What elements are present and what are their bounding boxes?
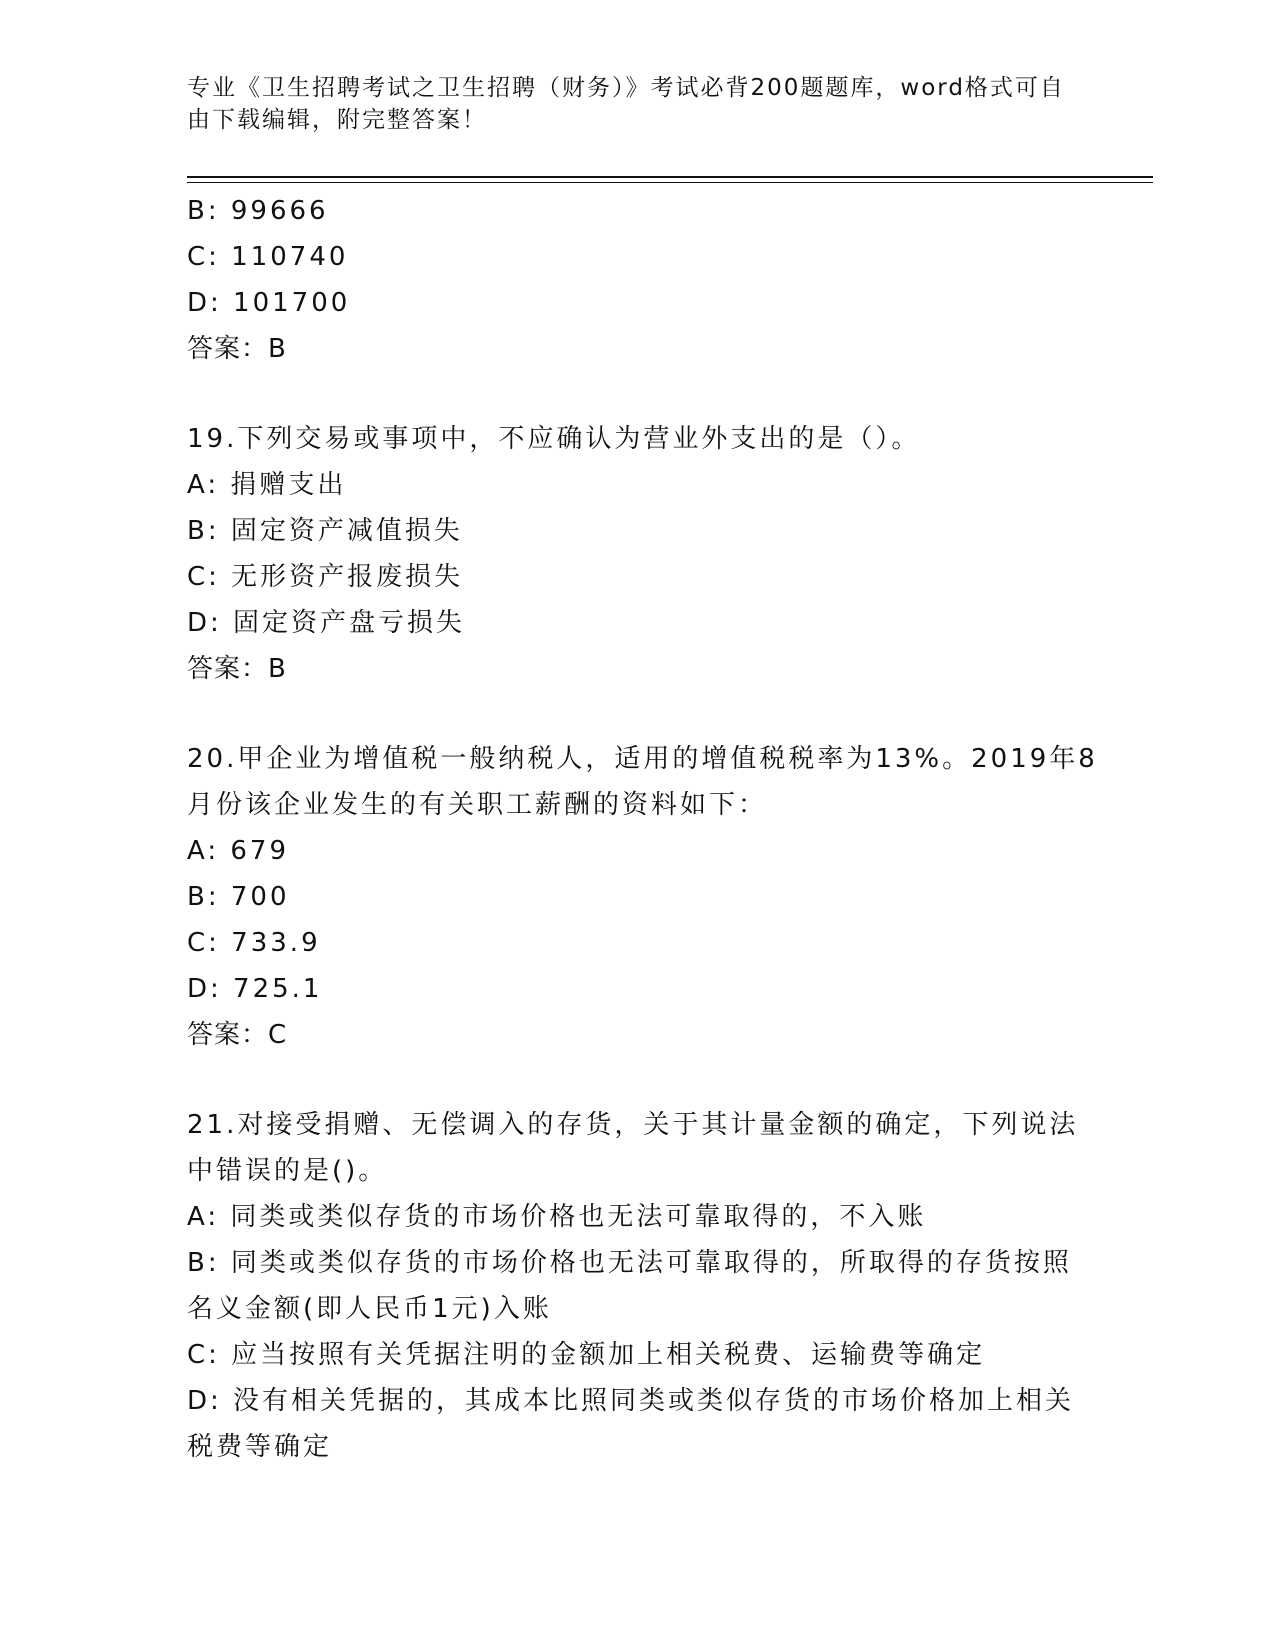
q19-stem: 19.下列交易或事项中，不应确认为营业外支出的是（）。: [187, 424, 921, 454]
q20-option-b: B: 700: [187, 882, 290, 912]
q18-option-d: D: 101700: [187, 288, 351, 318]
q21-option-d-line-1: D: 没有相关凭据的，其成本比照同类或类似存货的市场价格加上相关: [187, 1386, 1075, 1416]
q19-answer: 答案：B: [187, 654, 287, 684]
q20-option-d: D: 725.1: [187, 974, 323, 1004]
q20-option-a: A: 679: [187, 836, 289, 866]
q21-option-b-line-2: 名义金额(即人民币1元)入账: [187, 1294, 552, 1324]
question-21: [187, 1102, 1087, 1470]
q21-option-a: A: 同类或类似存货的市场价格也无法可靠取得的，不入账: [187, 1202, 927, 1232]
spacer: [187, 372, 1087, 416]
question-18-tail: [187, 188, 1087, 372]
q19-option-b: B: 固定资产减值损失: [187, 516, 463, 546]
q18-option-b: B: 99666: [187, 196, 329, 226]
document-body: [187, 188, 1098, 1470]
spacer: [187, 692, 1087, 736]
header-divider-thick: [187, 176, 1153, 178]
q19-option-c: C: 无形资产报废损失: [187, 562, 464, 592]
q21-stem-line-1: 21.对接受捐赠、无偿调入的存货，关于其计量金额的确定，下列说法: [187, 1110, 1079, 1140]
question-20: [187, 736, 1098, 1058]
q21-option-b-line-1: B: 同类或类似存货的市场价格也无法可靠取得的，所取得的存货按照: [187, 1248, 1072, 1278]
q18-option-c: C: 110740: [187, 242, 349, 272]
header-line-2: 由下载编辑，附完整答案！: [187, 107, 487, 133]
q20-stem-line-2: 月份该企业发生的有关职工薪酬的资料如下：: [187, 790, 768, 820]
q20-option-c: C: 733.9: [187, 928, 321, 958]
question-19: [187, 416, 1087, 692]
spacer: [187, 1058, 1087, 1102]
document-header: [187, 72, 1067, 136]
q21-option-c: C: 应当按照有关凭据注明的金额加上相关税费、运输费等确定: [187, 1340, 986, 1370]
q18-answer: 答案：B: [187, 334, 287, 364]
q19-option-a: A: 捐赠支出: [187, 470, 347, 500]
q20-answer: 答案：C: [187, 1020, 288, 1050]
header-line-1: 专业《卫生招聘考试之卫生招聘（财务）》考试必背200题题库，word格式可自: [187, 75, 1065, 101]
q19-option-d: D: 固定资产盘亏损失: [187, 608, 466, 638]
q21-option-d-line-2: 税费等确定: [187, 1432, 333, 1462]
q20-stem-line-1: 20.甲企业为增值税一般纳税人，适用的增值税税率为13%。2019年8: [187, 744, 1098, 774]
q21-stem-line-2: 中错误的是()。: [187, 1156, 388, 1186]
header-divider-thin: [187, 182, 1153, 183]
